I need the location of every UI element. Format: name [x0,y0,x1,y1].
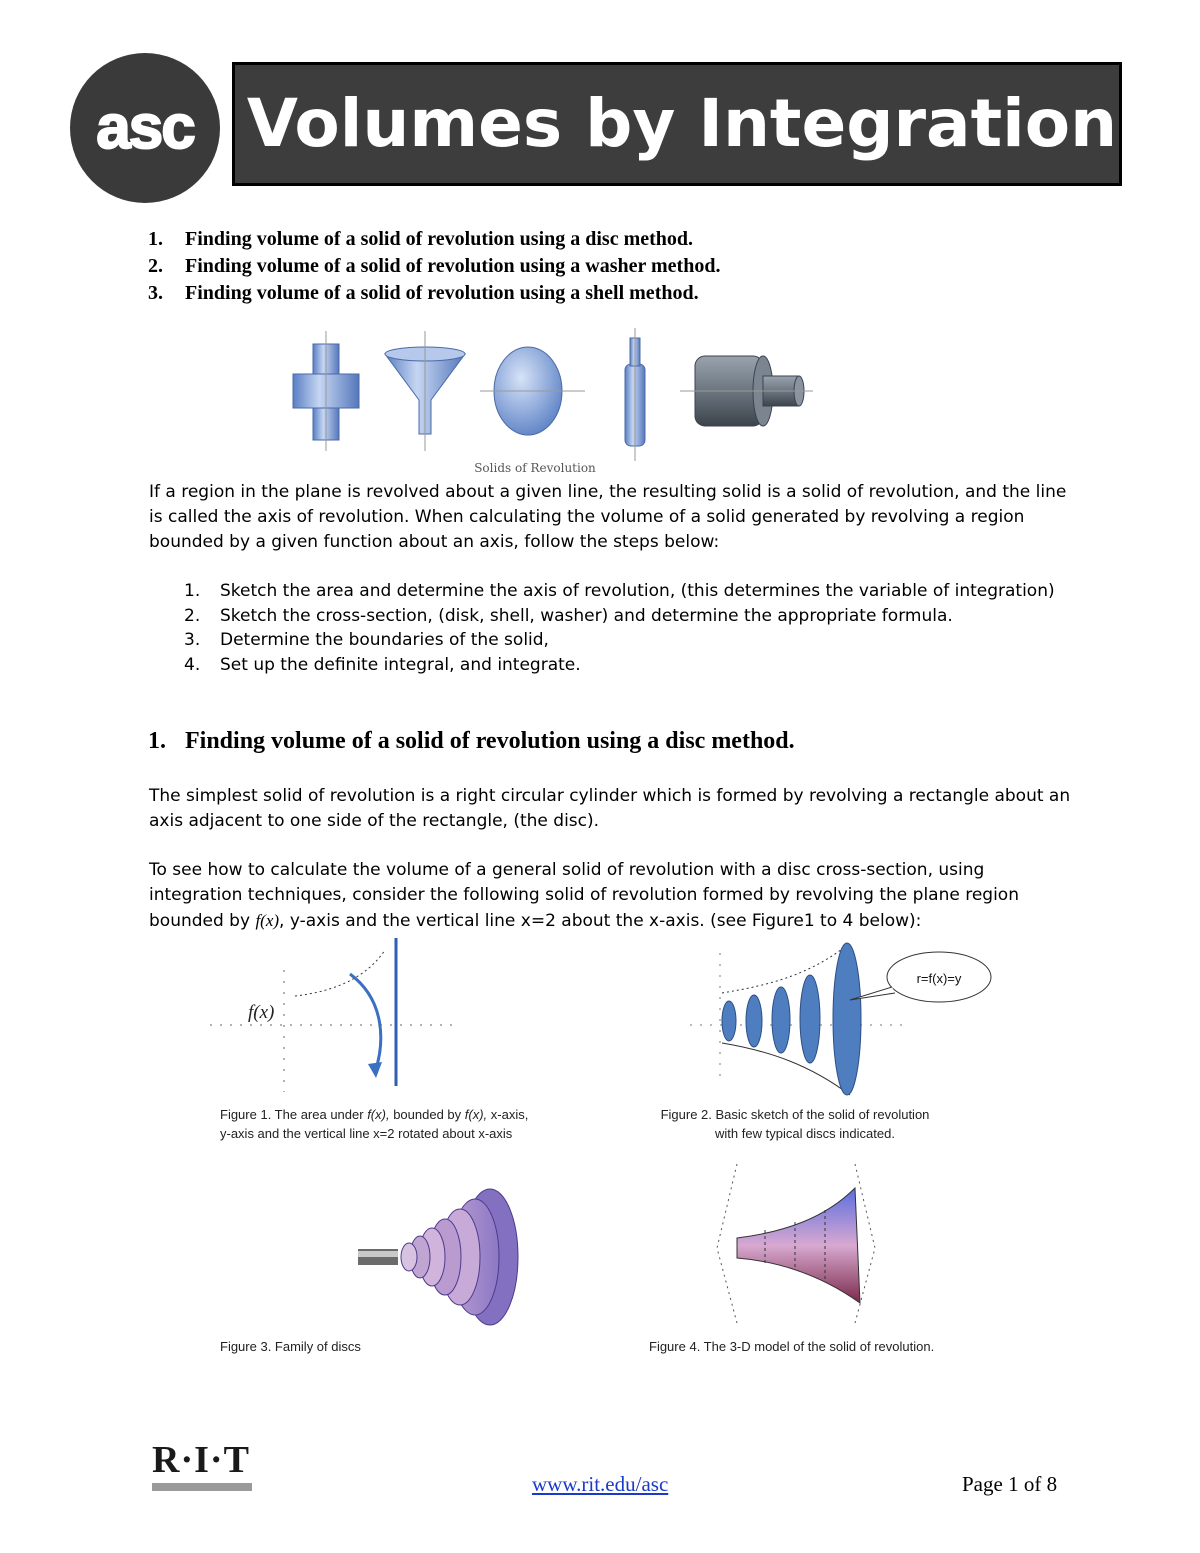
figure-1-caption: Figure 1. The area under f(x), bounded by f(x), x-axis, y-axis and the vertical line x=2 rotated about x-axis [220,1107,529,1141]
section-heading: 1. Finding volume of a solid of revolution using a disc method. [148,728,795,754]
asc-logo-text: asc [96,93,194,162]
objective-item: 3. Finding volume of a solid of revolution using a shell method. [148,282,699,304]
solids-of-revolution-figure [285,326,815,476]
objective-item: 2. Finding volume of a solid of revolution using a washer method. [148,255,721,277]
section-paragraph-2: To see how to calculate the volume of a general solid of revolution with a disc cross-section, using integration techniques, consider the following solid of revolution formed by revolving the plane region bounded by f(x), y-axis and the vertical line x=2 about the x-axis. (see Figure1 to 4 below): [149,860,1019,931]
figure-3-family-of-discs [350,1185,530,1330]
asc-logo [70,53,220,203]
title-banner [232,62,1122,186]
page-title: Volumes by Integration [246,85,1118,162]
objective-item: 1. Finding volume of a solid of revolution using a disc method. [148,228,694,250]
callout-radius: r=f(x)=y [916,971,962,986]
step-item: 3. Determine the boundaries of the solid, [184,630,549,650]
solids-caption: Solids of Revolution [474,461,596,475]
figure-2-caption: Figure 2. Basic sketch of the solid of revolution with few typical discs indicated. [660,1107,930,1141]
steps-list [184,579,1055,677]
step-item: 4. Set up the definite integral, and integrate. [184,654,581,675]
intro-paragraph: If a region in the plane is revolved about a given line, the resulting solid is a solid of revolution, and the line is called the axis of revolution. When calculating the volume of a solid generated by revolving a region bounded by a given function about an axis, follow the steps below: [149,482,1067,552]
fx-inline: f(x) [255,911,280,930]
step-item: 2. Sketch the cross-section, (disk, shell, washer) and determine the appropriate formula. [184,605,953,626]
objectives-list [148,226,720,307]
step-item: 1. Sketch the area and determine the axis of revolution, (this determines the variable of integration) [184,581,1055,601]
section-paragraph-1: The simplest solid of revolution is a right circular cylinder which is formed by revolving a rectangle about an axis adjacent to one side of the rectangle, (the disc). [149,786,1071,831]
figure-4-3d-model [705,1158,885,1328]
page-number: Page 1 of 8 [962,1472,1058,1496]
figure-3-caption: Figure 3. Family of discs [220,1339,361,1354]
figure-2-disc-sketch [660,935,1000,1100]
rit-logo: R·I·T [152,1440,252,1491]
fx-label: f(x) [248,1002,275,1023]
figure-1-area-sketch [200,930,490,1100]
figure-4-caption: Figure 4. The 3-D model of the solid of revolution. [649,1339,935,1354]
footer-link[interactable]: www.rit.edu/asc [532,1472,669,1496]
